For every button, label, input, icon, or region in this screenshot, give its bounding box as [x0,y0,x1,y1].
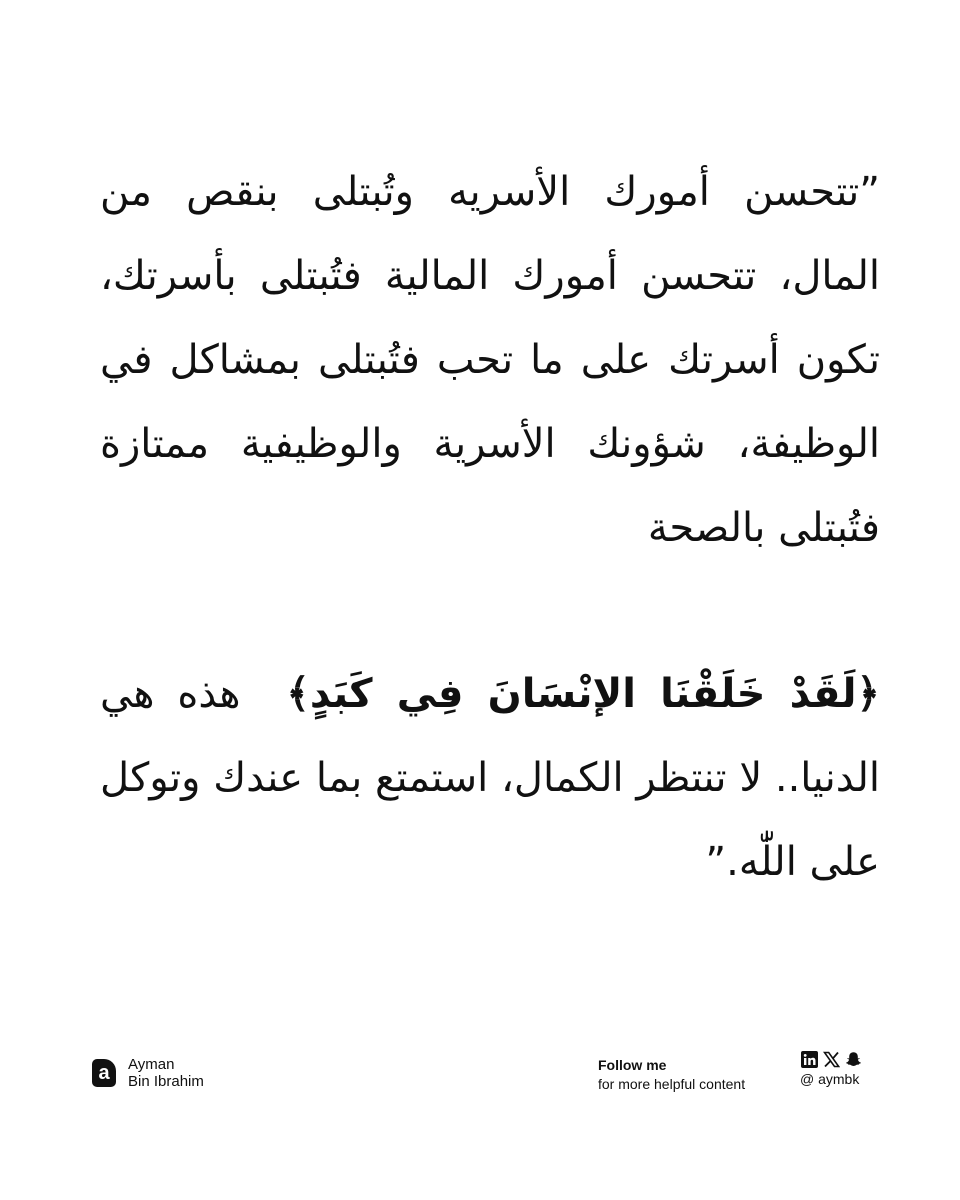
social-handle[interactable]: @ aymbk [800,1071,860,1087]
follow-subtitle: for more helpful content [598,1076,746,1092]
quote-conclusion: هذه هي الدنيا.. لا تنتظر الكمال، استمتع بما عندك وتوكل على اللّٰه.” [100,671,880,885]
snapchat-icon[interactable] [844,1050,862,1068]
linkedin-icon[interactable] [800,1050,818,1068]
follow-title: Follow me [598,1057,667,1073]
author-first-name: Ayman [128,1056,175,1073]
quote-paragraph-2 [100,652,880,904]
author-name [128,1056,204,1090]
x-icon[interactable] [822,1050,840,1068]
author-brand [92,1056,204,1090]
brand-logo: a [92,1059,116,1087]
author-last-name: Bin Ibrahim [128,1073,204,1090]
quran-verse: ﴿لَقَدْ خَلَقْنَا الإنْسَانَ فِي كَبَدٍ﴾ [286,671,880,717]
quote-text [100,150,880,904]
social-links [800,1050,862,1087]
follow-cta [598,1056,745,1094]
quote-paragraph-1: ”تتحسن أمورك الأسريه وتُبتلى بنقص من المال، تتحسن أمورك المالية فتُبتلى بأسرتك، تكون أسرتك على ما تحب فتُبتلى بمشاكل في الوظيفة، شؤونك الأسرية والوظيفية ممتازة فتُبتلى بالصحة [100,169,880,551]
